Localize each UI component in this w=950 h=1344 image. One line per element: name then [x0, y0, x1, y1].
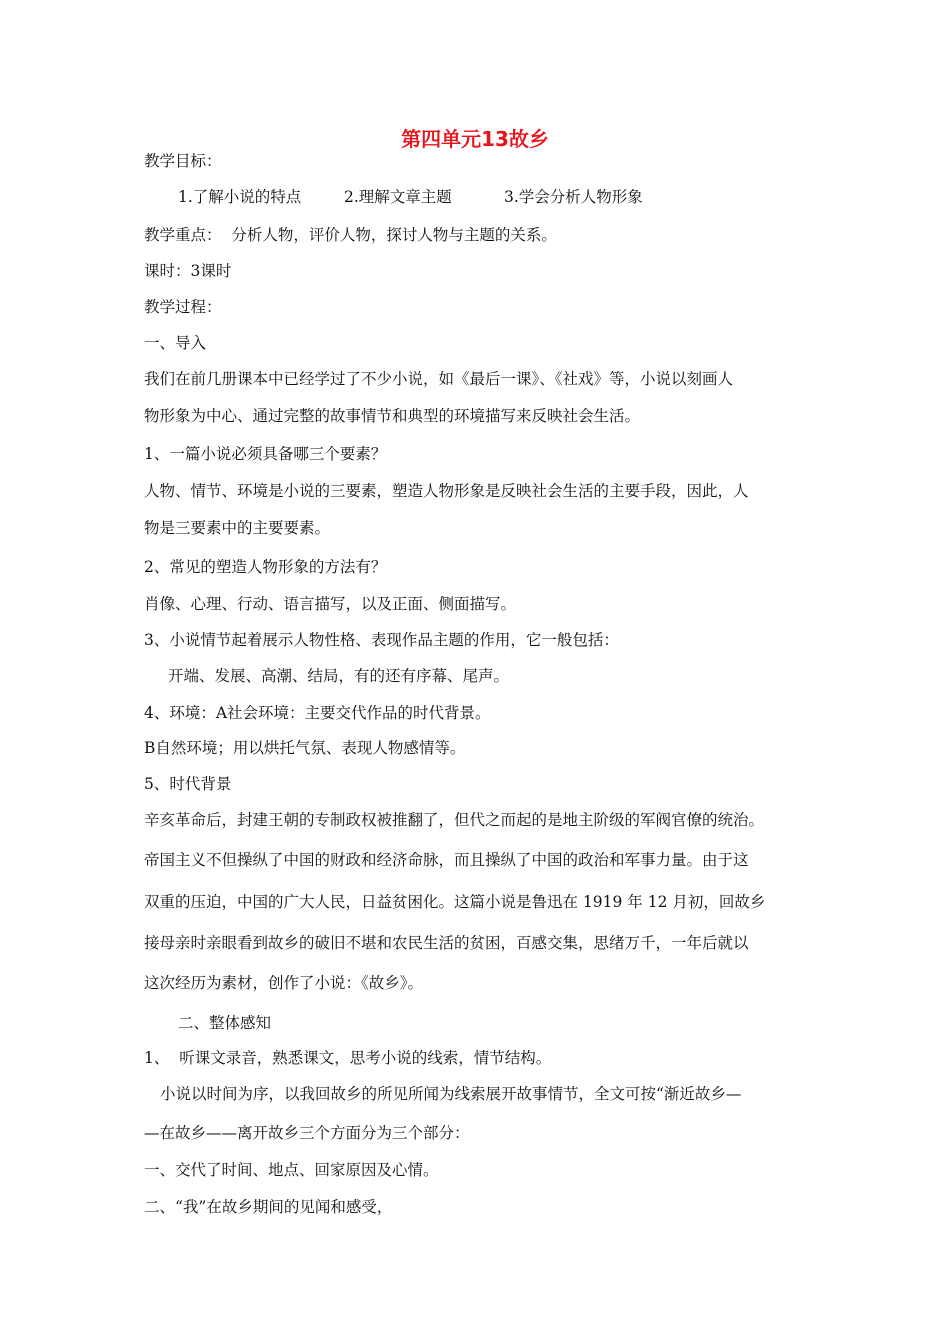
paragraph-line: —在故乡——离开故乡三个方面分为三个部分：: [144, 1124, 470, 1142]
paragraph-line: 接母亲时亲眼看到故乡的破旧不堪和农民生活的贫困，百感交集，思绪万千，一年后就以: [144, 934, 749, 952]
question-5: 5、时代背景: [144, 775, 232, 793]
key-points: 教学重点： 分析人物，评价人物，探讨人物与主题的关系。: [144, 226, 557, 244]
process-label: 教学过程：: [144, 298, 222, 316]
paragraph-line: 这次经历为素材，创作了小说：《故乡》。: [144, 974, 424, 992]
paragraph-line: 小说以时间为序，以我回故乡的所见所闻为线索展开故事情节，全文可按“渐近故乡—: [160, 1085, 742, 1103]
part-1: 一、交代了时间、地点、回家原因及心情。: [144, 1161, 439, 1179]
paragraph-line: 物形象为中心、通过完整的故事情节和典型的环境描写来反映社会生活。: [144, 407, 641, 425]
objectives-list: [178, 186, 643, 208]
paragraph-line: 双重的压迫，中国的广大人民，日益贫困化。这篇小说是鲁迅在 1919 年 12 月初，回故乡: [144, 893, 766, 911]
paragraph-line: 物是三要素中的主要要素。: [144, 519, 331, 537]
section-heading-intro: 一、导入: [144, 334, 207, 352]
task-1: 1、 听课文录音，熟悉课文，思考小说的线索，情节结构。: [144, 1049, 552, 1067]
question-3: 3、小说情节起着展示人物性格、表现作品主题的作用，它一般包括：: [144, 631, 619, 649]
class-periods: 课时：3课时: [144, 262, 232, 280]
question-4: 4、环境：A社会环境：主要交代作品的时代背景。: [144, 704, 491, 722]
paragraph-line: 人物、情节、环境是小说的三要素，塑造人物形象是反映社会生活的主要手段，因此，人: [144, 482, 749, 500]
paragraph-line: 我们在前几册课本中已经学过了不少小说，如《最后一课》、《社戏》等，小说以刻画人: [144, 370, 734, 388]
document-title: 第四单元13故乡: [401, 127, 549, 151]
objective-item: 3.学会分析人物形象: [504, 188, 643, 206]
objective-item: 1.了解小说的特点: [178, 188, 302, 206]
objective-item: 2.理解文章主题: [344, 188, 452, 206]
answer-3: 开端、发展、高潮、结局，有的还有序幕、尾声。: [168, 667, 510, 685]
question-2: 2、常见的塑造人物形象的方法有？: [144, 558, 387, 576]
answer-2: 肖像、心理、行动、语言描写，以及正面、侧面描写。: [144, 595, 517, 613]
question-1: 1、一篇小说必须具备哪三个要素？: [144, 445, 387, 463]
answer-4: B自然环境；用以烘托气氛、表现人物感情等。: [144, 739, 466, 757]
objectives-label: 教学目标：: [144, 152, 222, 170]
paragraph-line: 帝国主义不但操纵了中国的财政和经济命脉，而且操纵了中国的政治和军事力量。由于这: [144, 851, 749, 869]
part-2: 二、“我”在故乡期间的见闻和感受，: [144, 1198, 393, 1216]
paragraph-line: 辛亥革命后，封建王朝的专制政权被推翻了，但代之而起的是地主阶级的军阀官僚的统治。: [144, 811, 765, 829]
section-heading-overview: 二、整体感知: [178, 1014, 272, 1032]
